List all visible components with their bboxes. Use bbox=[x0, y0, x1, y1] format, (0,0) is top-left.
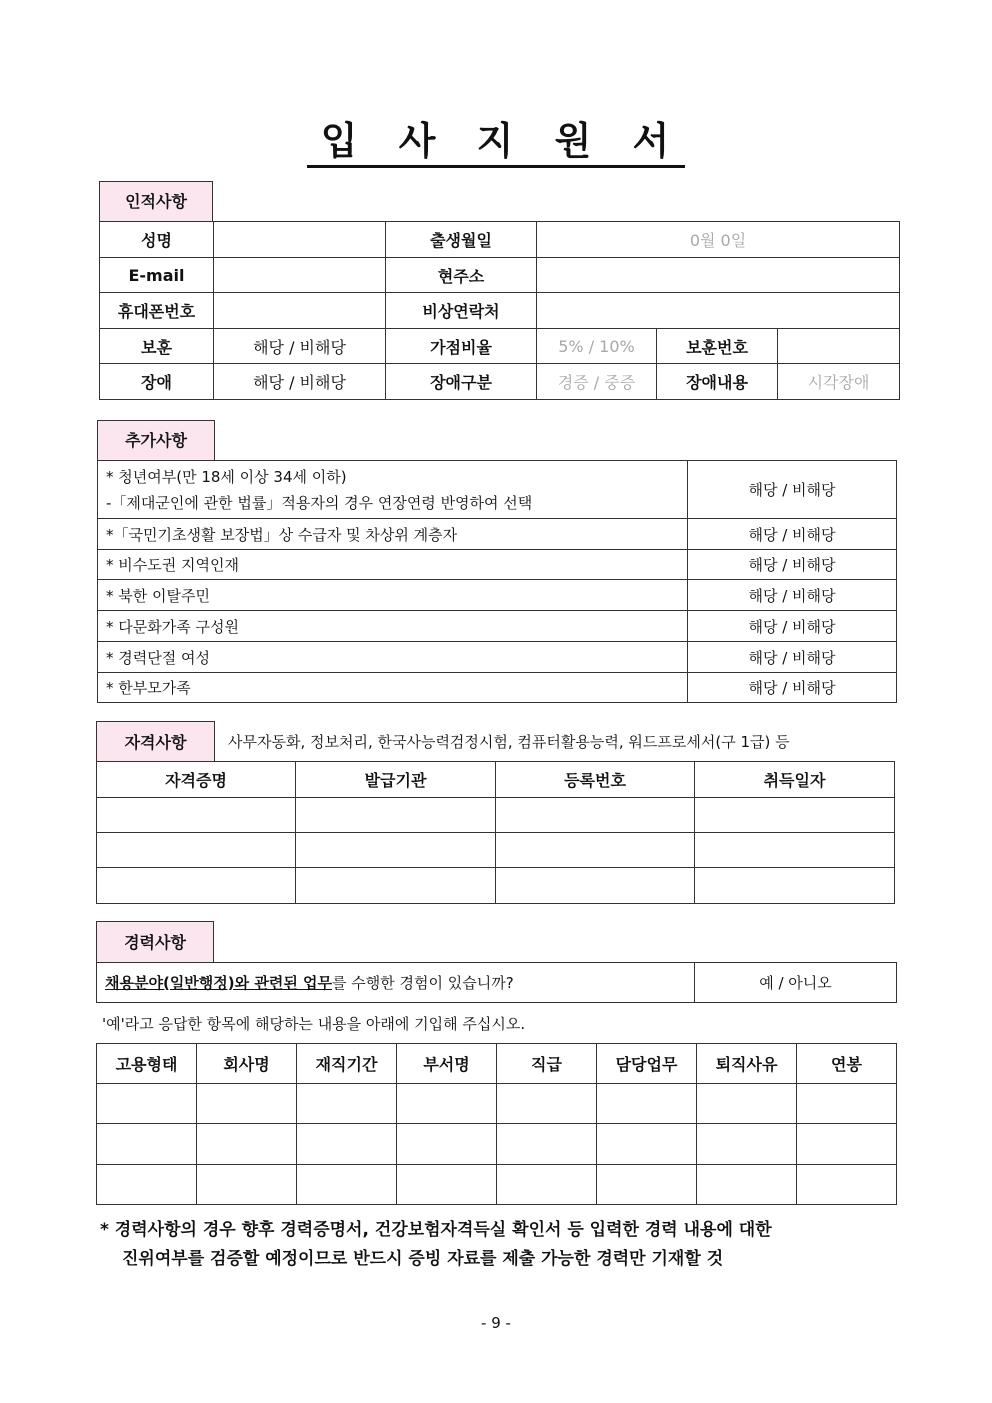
cert-cell[interactable] bbox=[695, 833, 895, 868]
veteran-field[interactable]: 해당 / 비해당 bbox=[214, 329, 386, 364]
career-cell[interactable] bbox=[197, 1124, 297, 1165]
address-field[interactable] bbox=[537, 258, 900, 293]
cert-cell[interactable] bbox=[97, 798, 296, 833]
career-cell[interactable] bbox=[297, 1124, 397, 1165]
veteran-no-label: 보훈번호 bbox=[657, 329, 778, 364]
disability-label: 장애 bbox=[100, 364, 214, 400]
phone-field[interactable] bbox=[214, 293, 386, 329]
table-row bbox=[97, 833, 895, 868]
career-question-table bbox=[96, 962, 897, 1003]
footnote-line-1: * 경력사항의 경우 향후 경력증명서, 건강보험자격득실 확인서 등 입력한 경력 내용에 대한 bbox=[100, 1220, 772, 1240]
email-field[interactable] bbox=[214, 258, 386, 293]
birth-label: 출생월일 bbox=[386, 222, 537, 258]
table-row bbox=[97, 1084, 897, 1124]
career-cell[interactable] bbox=[97, 1084, 197, 1124]
extra-item-label: * 북한 이탈주민 bbox=[98, 580, 688, 611]
career-cell[interactable] bbox=[297, 1165, 397, 1205]
extra-item-value[interactable]: 해당 / 비해당 bbox=[688, 550, 897, 580]
extra-item-label: * 청년여부(만 18세 이상 34세 이하) -「제대군인에 관한 법률」적용자의 경우 연장연령 반영하여 선택 bbox=[98, 461, 688, 519]
career-cell[interactable] bbox=[197, 1165, 297, 1205]
extra-item-value[interactable]: 해당 / 비해당 bbox=[688, 580, 897, 611]
career-table bbox=[96, 1043, 897, 1205]
extra-item-value[interactable]: 해당 / 비해당 bbox=[688, 642, 897, 673]
table-row bbox=[97, 1124, 897, 1165]
cert-tab: 자격사항 bbox=[96, 721, 215, 762]
career-cell[interactable] bbox=[697, 1124, 797, 1165]
extra-item-value[interactable]: 해당 / 비해당 bbox=[688, 461, 897, 519]
cert-hint: 사무자동화, 정보처리, 한국사능력검정시험, 컴퓨터활용능력, 워드프로세서(구 1급) 등 bbox=[228, 733, 790, 751]
extra-table bbox=[97, 460, 897, 703]
cert-cell[interactable] bbox=[97, 868, 296, 904]
cert-header-name: 자격증명 bbox=[97, 762, 296, 798]
address-label: 현주소 bbox=[386, 258, 537, 293]
career-instruction: '예'라고 응답한 항목에 해당하는 내용을 아래에 기입해 주십시오. bbox=[102, 1015, 526, 1033]
career-cell[interactable] bbox=[797, 1124, 897, 1165]
career-header-rank: 직급 bbox=[497, 1044, 597, 1084]
disability-detail-label: 장애내용 bbox=[657, 364, 778, 400]
bonus-field[interactable]: 5% / 10% bbox=[537, 329, 657, 364]
cert-cell[interactable] bbox=[695, 798, 895, 833]
birth-field[interactable]: 0월 0일 bbox=[537, 222, 900, 258]
career-cell[interactable] bbox=[497, 1124, 597, 1165]
career-cell[interactable] bbox=[697, 1165, 797, 1205]
career-cell[interactable] bbox=[797, 1165, 897, 1205]
career-cell[interactable] bbox=[797, 1084, 897, 1124]
extra-row bbox=[98, 550, 897, 580]
career-cell[interactable] bbox=[97, 1124, 197, 1165]
cert-cell[interactable] bbox=[296, 868, 496, 904]
extra-item-value[interactable]: 해당 / 비해당 bbox=[688, 611, 897, 642]
phone-label: 휴대폰번호 bbox=[100, 293, 214, 329]
extra-item-label: * 한부모가족 bbox=[98, 673, 688, 703]
cert-header-issuer: 발급기관 bbox=[296, 762, 496, 798]
career-tab: 경력사항 bbox=[96, 921, 214, 962]
extra-row bbox=[98, 642, 897, 673]
career-cell[interactable] bbox=[297, 1084, 397, 1124]
career-cell[interactable] bbox=[597, 1124, 697, 1165]
email-label: E-mail bbox=[100, 258, 214, 293]
career-cell[interactable] bbox=[397, 1124, 497, 1165]
disability-type-label: 장애구분 bbox=[386, 364, 537, 400]
career-header-period: 재직기간 bbox=[297, 1044, 397, 1084]
career-cell[interactable] bbox=[497, 1165, 597, 1205]
veteran-no-field[interactable] bbox=[778, 329, 900, 364]
cert-cell[interactable] bbox=[496, 868, 695, 904]
extra-item-label: * 비수도권 지역인재 bbox=[98, 550, 688, 580]
cert-table bbox=[96, 761, 895, 904]
extra-item-value[interactable]: 해당 / 비해당 bbox=[688, 519, 897, 550]
career-footnote bbox=[100, 1216, 900, 1274]
extra-item-label: * 경력단절 여성 bbox=[98, 642, 688, 673]
extra-item-label: *「국민기초생활 보장법」상 수급자 및 차상위 계층자 bbox=[98, 519, 688, 550]
disability-detail-field[interactable]: 시각장애 bbox=[778, 364, 900, 400]
career-cell[interactable] bbox=[697, 1084, 797, 1124]
career-question bbox=[97, 963, 695, 1003]
cert-cell[interactable] bbox=[695, 868, 895, 904]
career-cell[interactable] bbox=[597, 1084, 697, 1124]
career-answer[interactable]: 예 / 아니오 bbox=[695, 963, 897, 1003]
disability-field[interactable]: 해당 / 비해당 bbox=[214, 364, 386, 400]
cert-header-date: 취득일자 bbox=[695, 762, 895, 798]
career-header-reason: 퇴직사유 bbox=[697, 1044, 797, 1084]
disability-type-field[interactable]: 경증 / 중증 bbox=[537, 364, 657, 400]
cert-cell[interactable] bbox=[496, 833, 695, 868]
table-row bbox=[97, 798, 895, 833]
footnote-line-2: 진위여부를 검증할 예정이므로 반드시 증빙 자료를 제출 가능한 경력만 기재할 것 bbox=[122, 1249, 724, 1269]
extra-row bbox=[98, 461, 897, 519]
career-header-type: 고용형태 bbox=[97, 1044, 197, 1084]
emergency-field[interactable] bbox=[537, 293, 900, 329]
cert-cell[interactable] bbox=[296, 798, 496, 833]
extra-row bbox=[98, 519, 897, 550]
career-cell[interactable] bbox=[97, 1165, 197, 1205]
extra-row bbox=[98, 580, 897, 611]
career-question-rest: 를 수행한 경험이 있습니까? bbox=[332, 974, 514, 992]
cert-cell[interactable] bbox=[296, 833, 496, 868]
career-header-salary: 연봉 bbox=[797, 1044, 897, 1084]
career-question-emphasis: 채용분야(일반행정)와 관련된 업무 bbox=[105, 974, 333, 992]
bonus-label: 가점비율 bbox=[386, 329, 537, 364]
name-field[interactable] bbox=[214, 222, 386, 258]
emergency-label: 비상연락처 bbox=[386, 293, 537, 329]
career-cell[interactable] bbox=[497, 1084, 597, 1124]
cert-header-regno: 등록번호 bbox=[496, 762, 695, 798]
extra-item-label: * 다문화가족 구성원 bbox=[98, 611, 688, 642]
cert-cell[interactable] bbox=[97, 833, 296, 868]
cert-cell[interactable] bbox=[496, 798, 695, 833]
career-cell[interactable] bbox=[397, 1084, 497, 1124]
table-row bbox=[97, 868, 895, 904]
cert-header-row bbox=[97, 762, 895, 798]
career-cell[interactable] bbox=[197, 1084, 297, 1124]
name-label: 성명 bbox=[100, 222, 214, 258]
extra-item-value[interactable]: 해당 / 비해당 bbox=[688, 673, 897, 703]
table-row bbox=[97, 1165, 897, 1205]
career-header-row bbox=[97, 1044, 897, 1084]
extra-tab: 추가사항 bbox=[97, 420, 215, 460]
career-header-dept: 부서명 bbox=[397, 1044, 497, 1084]
extra-row bbox=[98, 673, 897, 703]
career-cell[interactable] bbox=[597, 1165, 697, 1205]
extra-row bbox=[98, 611, 897, 642]
career-cell[interactable] bbox=[397, 1165, 497, 1205]
veteran-label: 보훈 bbox=[100, 329, 214, 364]
page-title: 입 사 지 원 서 bbox=[0, 110, 992, 165]
career-header-duty: 담당업무 bbox=[597, 1044, 697, 1084]
career-header-company: 회사명 bbox=[197, 1044, 297, 1084]
personal-table bbox=[99, 221, 900, 400]
page-number: - 9 - bbox=[481, 1314, 511, 1332]
personal-tab: 인적사항 bbox=[99, 181, 213, 221]
